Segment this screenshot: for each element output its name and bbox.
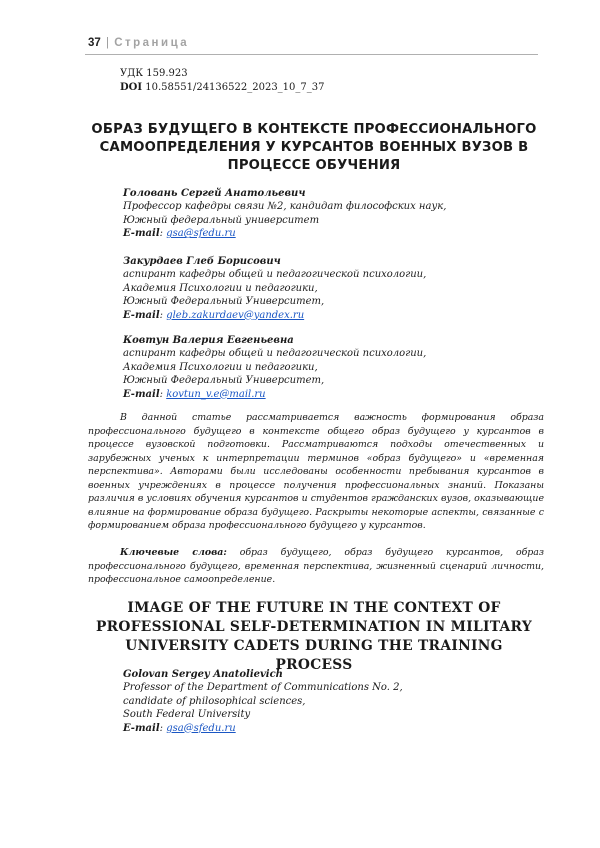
author-affiliation-line: candidate of philosophical sciences, [123, 695, 306, 707]
udk: УДК 159.923 [120, 68, 188, 79]
title-en-line-3: UNIVERSITY CADETS DURING THE TRAINING PROCESS [125, 638, 503, 673]
author-email-row: E-mail: gsa@sfedu.ru [123, 722, 236, 734]
title-ru-line-1: ОБРАЗ БУДУЩЕГО В КОНТЕКСТЕ ПРОФЕССИОНАЛЬНОГО [91, 122, 537, 137]
doi [120, 81, 325, 95]
author-name: Закурдаев Глеб Борисович [123, 256, 281, 267]
header-separator: | [106, 37, 109, 49]
email-label: E-mail [123, 388, 160, 400]
author-email-link[interactable]: kovtun_v.e@mail.ru [166, 388, 266, 400]
author-email-link[interactable]: gleb.zakurdaev@yandex.ru [166, 309, 305, 321]
doi-value: 10.58551/24136522_2023_10_7_37 [145, 82, 325, 93]
page-header [88, 37, 189, 49]
keywords-ru [88, 546, 544, 587]
author-name: Головань Сергей Анатольевич [123, 188, 306, 199]
page-word: Страница [114, 37, 190, 49]
email-label: E-mail [123, 228, 160, 240]
title-ru [88, 121, 540, 175]
author-email-row: E-mail: gleb.zakurdaev@yandex.ru [123, 309, 305, 321]
abstract-ru: В данной статье рассматривается важность формирования образа профессионального будущего в контексте общего образ будущего у курсантов в процессе вузовской подготовки. Рассматриваются подходы отечественных и зарубежных ученых к интерпретации терминов «образ будущего» и «временная перспектива». Авторами были исследованы особенности пребывания курсантов в военных учреждениях в процессе получения профессиональных знаний. Показаны различия в условиях обучения курсантов и студентов гражданских вузов, оказывающие влияние на формирование образа будущего. Раскрыты некоторые аспекты, связанные с формированием образа профессионального будущего у курсантов. [88, 412, 544, 531]
author-affiliation-line: Professor of the Department of Communications No. 2, [123, 682, 403, 694]
author-ru-3 [123, 334, 426, 401]
author-affiliation-line: South Federal University [123, 709, 251, 721]
title-en [88, 599, 540, 675]
page-number: 37 [88, 37, 101, 49]
email-label: E-mail [123, 722, 160, 734]
author-affiliation-line: Академия Психологии и педагогики, [123, 282, 318, 294]
author-affiliation-line: аспирант кафедры общей и педагогической психологии, [123, 348, 427, 360]
author-ru-2 [123, 255, 426, 322]
author-affiliation-line: Профессор кафедры связи №2, кандидат философских наук, [123, 201, 447, 213]
author-name: Ковтун Валерия Евгеньевна [123, 335, 294, 346]
keywords-text: образ будущего, образ будущего курсантов, образ профессионального будущего, временная перспектива, жизненный сценарий личности, профессиональное самоопределение. [88, 547, 545, 585]
author-name: Golovan Sergey Anatolievich [123, 669, 283, 680]
author-email-row: E-mail: kovtun_v.e@mail.ru [123, 388, 266, 400]
keywords-label: Ключевые слова: [120, 547, 227, 558]
author-email-link[interactable]: gsa@sfedu.ru [166, 228, 236, 240]
title-ru-line-3: ПРОЦЕССЕ ОБУЧЕНИЯ [227, 158, 401, 173]
author-ru-1 [123, 187, 446, 241]
author-affiliation-line: Южный Федеральный Университет, [123, 375, 325, 387]
title-ru-line-2: САМООПРЕДЕЛЕНИЯ У КУРСАНТОВ ВОЕННЫХ ВУЗОВ В [99, 140, 529, 155]
author-affiliation-line: Южный Федеральный Университет, [123, 296, 325, 308]
author-affiliation-line: Академия Психологии и педагогики, [123, 361, 318, 373]
author-affiliation-line: Южный федеральный университет [123, 214, 320, 226]
title-en-line-1: IMAGE OF THE FUTURE IN THE CONTEXT OF [127, 600, 501, 616]
author-email-row: E-mail: gsa@sfedu.ru [123, 228, 236, 240]
title-en-line-2: PROFESSIONAL SELF-DETERMINATION IN MILITARY [95, 619, 533, 635]
header-rule [85, 54, 538, 55]
article-meta [120, 67, 325, 95]
author-email-link[interactable]: gsa@sfedu.ru [166, 722, 236, 734]
author-affiliation-line: аспирант кафедры общей и педагогической психологии, [123, 269, 427, 281]
email-label: E-mail [123, 309, 160, 321]
doi-label: DOI [120, 82, 143, 93]
author-en-1 [123, 668, 403, 735]
